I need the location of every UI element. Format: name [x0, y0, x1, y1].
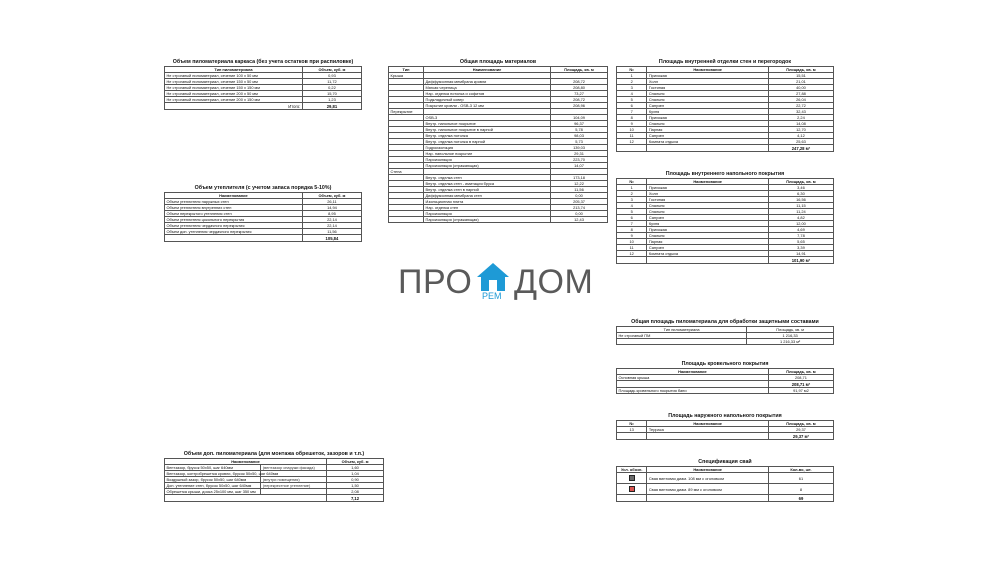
total-value: 29,81: [302, 103, 361, 110]
table-cell: 14,94: [302, 205, 361, 211]
col-header: Тип пиломатериала: [617, 327, 747, 333]
col-header: Площадь, кв. м: [768, 369, 833, 375]
col-header: Тип: [389, 67, 424, 73]
logo-sub-text: РЕМ: [482, 291, 502, 301]
table-row: [617, 473, 834, 484]
table-cell: Кухня: [647, 109, 769, 115]
table-cell: 4: [617, 91, 647, 97]
extra-lumber-block: [164, 450, 384, 502]
table-cell: 11: [617, 133, 647, 139]
table-cell: 73,27: [551, 91, 608, 97]
empty-cell: [647, 433, 769, 440]
pile-marker-icon: [629, 475, 635, 481]
table-cell: Прихожая: [647, 115, 769, 121]
table-cell: Подкладочный ковер: [424, 97, 551, 103]
table-cell: 0,90: [327, 477, 384, 483]
floor-outer-block: [616, 412, 834, 440]
table-cell: 9: [617, 233, 647, 239]
table-cell: Спальня: [647, 97, 769, 103]
table-cell: Спальня: [647, 209, 769, 215]
table-cell: 2: [617, 79, 647, 85]
table-cell: Кухня: [647, 221, 769, 227]
roof-area-title: Площадь кровельного покрытия: [681, 361, 769, 367]
table-cell: 1: [617, 73, 647, 79]
table-cell: Не строганый пиломатериал, сечение 150 х 150 мм: [165, 85, 303, 91]
table-row: [165, 471, 384, 477]
col-header: Наименование: [647, 421, 769, 427]
table-cell: Пароизоляция (отражающая): [424, 163, 551, 169]
total-value: 1 216,33 м²: [747, 339, 834, 345]
table-cell: Не строганый пиломатериал, сечение 200 х 150 мм: [165, 97, 303, 103]
walls-inner-table: [616, 66, 834, 152]
table-cell: 8: [768, 484, 833, 495]
protect-block: [616, 318, 834, 345]
empty-cell: [617, 433, 647, 440]
group-type: Крыша: [389, 73, 424, 79]
table-cell: Объем перекрытого утепления стен: [165, 211, 303, 217]
empty-cell: [617, 145, 647, 152]
frame-lumber-block: [164, 58, 362, 110]
table-cell: 29,31: [551, 151, 608, 157]
table-cell: Объем утеплителя чердачного перекрытия: [165, 223, 303, 229]
col-header: Наименование: [165, 459, 327, 465]
floor-inner-table: [616, 178, 834, 264]
table-cell: 8: [617, 115, 647, 121]
frame-lumber-title: Объем пиломатериала каркаса (без учета остатков при распиловке): [172, 59, 354, 65]
table-cell: 3,39: [768, 245, 833, 251]
table-cell: Нар. напольное покрытие: [424, 151, 551, 157]
table-cell: 29,37: [768, 427, 833, 433]
table-cell: Парная: [647, 239, 769, 245]
table-cell: 205,37: [551, 199, 608, 205]
col-header: №: [617, 67, 647, 73]
logo-text-left: ПРО: [398, 263, 473, 301]
table-cell: 15,70: [302, 91, 361, 97]
table-cell: Пароизоляция: [424, 211, 551, 217]
table-cell: 208,96: [551, 103, 608, 109]
table-cell: 11,56: [551, 187, 608, 193]
table-row: [389, 217, 608, 223]
table-cell: Внутр. напольное покрытие: [424, 121, 551, 127]
table-cell: 14,08: [768, 121, 833, 127]
col-header: №: [617, 179, 647, 185]
table-cell: 96,37: [551, 121, 608, 127]
table-cell: Холл: [647, 191, 769, 197]
table-cell: 208,80: [551, 85, 608, 91]
table-cell: 223,70: [551, 157, 608, 163]
table-cell: Гостиная: [647, 197, 769, 203]
table-cell: 6,30: [768, 191, 833, 197]
table-cell: 213,74: [551, 205, 608, 211]
col-header: Наименование: [424, 67, 551, 73]
table-cell: Объем доп. утепления чердачного перекрытия: [165, 229, 303, 235]
table-cell: 208,72: [551, 79, 608, 85]
table-cell: 4,12: [768, 133, 833, 139]
table-cell: Санузел: [647, 103, 769, 109]
col-header: Наименование: [647, 467, 769, 473]
roof-extra-value: 91,97 м2: [768, 388, 833, 394]
insulation-table: [164, 192, 362, 242]
total-value: 29,37 м²: [768, 433, 833, 440]
table-cell: 9: [617, 121, 647, 127]
table-cell: Гидроизоляция: [424, 145, 551, 151]
table-cell: 139,03: [551, 145, 608, 151]
table-cell: Санузел: [647, 133, 769, 139]
empty-cell: [617, 381, 769, 388]
table-cell: 1,04: [327, 471, 384, 477]
table-cell: (вентзазор снаружи фасада): [261, 465, 327, 471]
table-cell: 32,43: [768, 109, 833, 115]
materials-block: [388, 58, 608, 223]
table-cell: Обрешетка крыши, доска 25х100 мм, шаг 350 мм: [165, 489, 261, 495]
materials-table: [388, 66, 608, 223]
table-row: [165, 465, 384, 471]
table-cell: Гостиная: [647, 85, 769, 91]
table-cell: Диффузионная мембрана стен: [424, 193, 551, 199]
walls-inner-block: [616, 58, 834, 152]
table-cell: 10: [617, 127, 647, 133]
table-cell: 27,88: [768, 91, 833, 97]
table-cell: Спальня: [647, 121, 769, 127]
table-cell: 0,22: [302, 85, 361, 91]
total-label: [165, 235, 303, 242]
company-logo: [398, 260, 598, 304]
table-cell: 6: [617, 103, 647, 109]
table-cell: 3: [617, 197, 647, 203]
table-cell: 104,09: [551, 115, 608, 121]
table-cell: 5: [617, 97, 647, 103]
piles-block: [616, 458, 834, 502]
empty-cell: [617, 339, 747, 345]
piles-title: Спецификация свай: [698, 459, 752, 465]
table-cell: 1,23: [302, 97, 361, 103]
table-cell: Свая винтовая диам. 108 мм с оголовком: [647, 473, 769, 484]
floor-inner-block: [616, 170, 834, 264]
floor-outer-table: [616, 420, 834, 440]
table-cell: 98,03: [551, 133, 608, 139]
table-cell: 2,24: [768, 115, 833, 121]
insulation-block: [164, 184, 362, 242]
table-cell: 0,93: [302, 73, 361, 79]
table-cell: Пароизоляция (отражающая): [424, 217, 551, 223]
table-cell: 22,14: [302, 217, 361, 223]
table-cell: Холл: [647, 79, 769, 85]
table-cell: Объем утеплителя цокольного перекрытия: [165, 217, 303, 223]
table-cell: 26,04: [768, 97, 833, 103]
table-cell: 208,71: [768, 375, 833, 381]
table-cell: 173,18: [551, 175, 608, 181]
table-cell: 3,46: [768, 185, 833, 191]
frame-lumber-table: [164, 66, 362, 110]
roof-area-table: [616, 368, 834, 394]
col-header: Объем, куб. м: [327, 459, 384, 465]
total-value: 247,28 м²: [768, 145, 833, 152]
table-cell: Парная: [647, 127, 769, 133]
table-row: [165, 483, 384, 489]
col-header: №: [617, 421, 647, 427]
table-cell: Комната отдыха: [647, 251, 769, 257]
table-cell: 4: [617, 203, 647, 209]
table-cell: Спальня: [647, 203, 769, 209]
table-cell: 10: [617, 239, 647, 245]
table-cell: 4,69: [768, 227, 833, 233]
roof-area-block: [616, 360, 834, 394]
total-label: Итого:: [165, 103, 303, 110]
extra-lumber-table: [164, 458, 384, 502]
table-cell: Прихожая: [647, 185, 769, 191]
table-cell: Объем утеплителя внутренних стен: [165, 205, 303, 211]
table-cell: 40,00: [768, 85, 833, 91]
table-cell: Вентзазор, контробрешетка кровли, брусок 50х50, шаг 640мм: [166, 471, 279, 476]
table-cell: Не строганый ПМ: [617, 333, 747, 339]
table-cell: 1: [617, 185, 647, 191]
table-cell: 16,56: [768, 197, 833, 203]
table-cell: Спальня: [647, 91, 769, 97]
insulation-title: Объем утеплителя (с учетом запаса порядка 5-10%): [194, 185, 332, 191]
table-cell: 25,63: [768, 139, 833, 145]
table-cell: Пароизоляция: [424, 157, 551, 163]
table-cell: 13: [617, 427, 647, 433]
table-cell: Терраса: [647, 427, 769, 433]
table-cell: Мягкая черепица: [424, 85, 551, 91]
table-cell: 7,78: [768, 233, 833, 239]
table-cell: [389, 217, 424, 223]
table-cell: 22,14: [302, 223, 361, 229]
table-row: [165, 477, 384, 483]
walls-inner-title: Площадь внутренней отделки стен и перегородок: [658, 59, 792, 65]
table-cell: 2,08: [327, 489, 384, 495]
table-cell: Не строганый пиломатериал, сечение 150 х 50 мм: [165, 79, 303, 85]
table-cell: 0,00: [551, 211, 608, 217]
protect-table: [616, 326, 834, 345]
table-cell: Внутр. отделка стен: [424, 175, 551, 181]
table-cell: 5,78: [551, 127, 608, 133]
table-cell: 208,72: [551, 97, 608, 103]
col-header: Объем, куб. м: [302, 67, 361, 73]
table-cell: Диффузионная мембрана кровли: [424, 79, 551, 85]
total-value: 7,12: [327, 495, 384, 502]
col-header: Площадь, кв. м: [768, 421, 833, 427]
table-cell: Изоляционная плита: [424, 199, 551, 205]
table-cell: OSB-3: [424, 115, 551, 121]
table-cell: Спальня: [647, 233, 769, 239]
table-cell: 21,01: [768, 79, 833, 85]
table-cell: (внутри помещения): [261, 477, 327, 483]
table-cell: 8: [617, 227, 647, 233]
table-cell: 12,43: [551, 217, 608, 223]
table-cell: 6: [617, 215, 647, 221]
pile-marker-icon: [629, 486, 635, 492]
table-cell: Внутр. отделка стен в парной: [424, 187, 551, 193]
table-cell: 8,95: [302, 211, 361, 217]
table-cell: 0,00: [551, 193, 608, 199]
table-cell: 11: [617, 245, 647, 251]
total-value: 101,90 м²: [768, 257, 833, 264]
table-cell: 12,00: [768, 221, 833, 227]
table-cell: 11,24: [768, 209, 833, 215]
table-cell: 3: [617, 85, 647, 91]
empty-cell: [165, 495, 327, 502]
table-cell: (перекрестное утепление): [261, 483, 327, 489]
table-cell: Прихожая: [647, 73, 769, 79]
table-cell: 12,70: [768, 127, 833, 133]
table-cell: Санузел: [647, 245, 769, 251]
table-cell: 4,82: [768, 215, 833, 221]
table-cell: 1,50: [327, 483, 384, 489]
group-type: Стена: [389, 169, 424, 175]
table-cell: 5: [617, 209, 647, 215]
table-cell: Внутр. отделка потолка в парной: [424, 139, 551, 145]
col-header: Наименование: [647, 67, 769, 73]
pile-symbol: [617, 484, 647, 495]
table-cell: Объем утеплителя наружных стен: [165, 199, 303, 205]
table-cell: Вентзазор, брусок 50х50, шаг 640мм: [165, 465, 261, 471]
col-header: Наименование: [165, 193, 303, 199]
table-cell: 2: [617, 191, 647, 197]
table-cell: Санузел: [647, 215, 769, 221]
materials-title: Общая площадь материалов: [459, 59, 537, 65]
table-cell: Не строганый пиломатериал, сечение 200 х 50 мм: [165, 91, 303, 97]
table-cell: Нар. отделка потолка и софитов: [424, 91, 551, 97]
table-cell: 11,56: [302, 229, 361, 235]
table-cell: 5,73: [551, 139, 608, 145]
col-header: Кол-во, шт.: [768, 467, 833, 473]
protect-title: Общая площадь пиломатериала для обработки защитными составами: [631, 319, 819, 325]
table-cell: Прихожая: [647, 227, 769, 233]
extra-lumber-title: Объем доп. пиломатериала (для монтажа обрешеток, зазоров и т.п.): [183, 451, 365, 457]
col-header: Площадь, кв. м: [551, 67, 608, 73]
table-cell: Свая винтовая диам. 89 мм с оголовком: [647, 484, 769, 495]
table-cell: 12: [617, 139, 647, 145]
pile-symbol: [617, 473, 647, 484]
group-type: Перекрытие: [389, 109, 424, 115]
table-cell: 12: [617, 251, 647, 257]
table-cell: 14,91: [768, 251, 833, 257]
table-cell: 11,72: [302, 79, 361, 85]
table-cell: Комната отдыха: [647, 139, 769, 145]
table-cell: 1,60: [327, 465, 384, 471]
table-cell: 7: [617, 221, 647, 227]
table-cell: Внутр. отделка стен - имитация бруса: [424, 181, 551, 187]
table-cell: 15,51: [768, 73, 833, 79]
col-header: Тип пиломатериала: [165, 67, 303, 73]
table-cell: Основная крыша: [617, 375, 769, 381]
table-cell: 1 216,33: [747, 333, 834, 339]
total-value: 105,84: [302, 235, 361, 242]
empty-cell: [617, 257, 647, 264]
table-cell: Доп. утепление стен, брусок 50х50, шаг 640мм: [165, 483, 261, 489]
col-header: Наименование: [617, 369, 769, 375]
col-header: Площадь, кв. м: [747, 327, 834, 333]
table-cell: Нар. отделка стен: [424, 205, 551, 211]
col-header: Площадь, кв. м: [768, 67, 833, 73]
table-cell: 14,07: [551, 163, 608, 169]
table-cell: Внутр. напольное покрытие в парной: [424, 127, 551, 133]
table-cell: 12,22: [551, 181, 608, 187]
table-cell: Воздушный зазор, брусок 50х50, шаг 640мм: [165, 477, 261, 483]
empty-cell: [647, 145, 769, 152]
col-header: Наименование: [647, 179, 769, 185]
table-cell: Внутр. отделка потолка: [424, 133, 551, 139]
table-cell: Не строганый пиломатериал, сечение 100 х 50 мм: [165, 73, 303, 79]
floor-inner-title: Площадь внутреннего напольного покрытия: [665, 171, 785, 177]
table-cell: 7: [617, 109, 647, 115]
col-header: Усл. обозн.: [617, 467, 647, 473]
col-header: Площадь, кв. м: [768, 179, 833, 185]
table-cell: 26,11: [302, 199, 361, 205]
table-cell: 5,65: [768, 239, 833, 245]
floor-outer-title: Площадь наружного напольного покрытия: [668, 413, 782, 419]
total-value: 208,71 м²: [768, 381, 833, 388]
table-cell: 61: [768, 473, 833, 484]
table-cell: Покрытие кровли - OSB-3 12 мм: [424, 103, 551, 109]
empty-cell: [647, 257, 769, 264]
piles-table: [616, 466, 834, 502]
house-icon: [476, 262, 510, 294]
roof-extra-label: Площадь кровельного покрытия бани: [617, 388, 769, 394]
empty-cell: [647, 495, 769, 502]
logo-text-right: ДОМ: [514, 263, 594, 301]
col-header: Объем, куб. м: [302, 193, 361, 199]
total-value: 69: [768, 495, 833, 502]
table-cell: 22,72: [768, 103, 833, 109]
table-cell: 11,15: [768, 203, 833, 209]
table-row: [617, 484, 834, 495]
empty-cell: [617, 495, 647, 502]
